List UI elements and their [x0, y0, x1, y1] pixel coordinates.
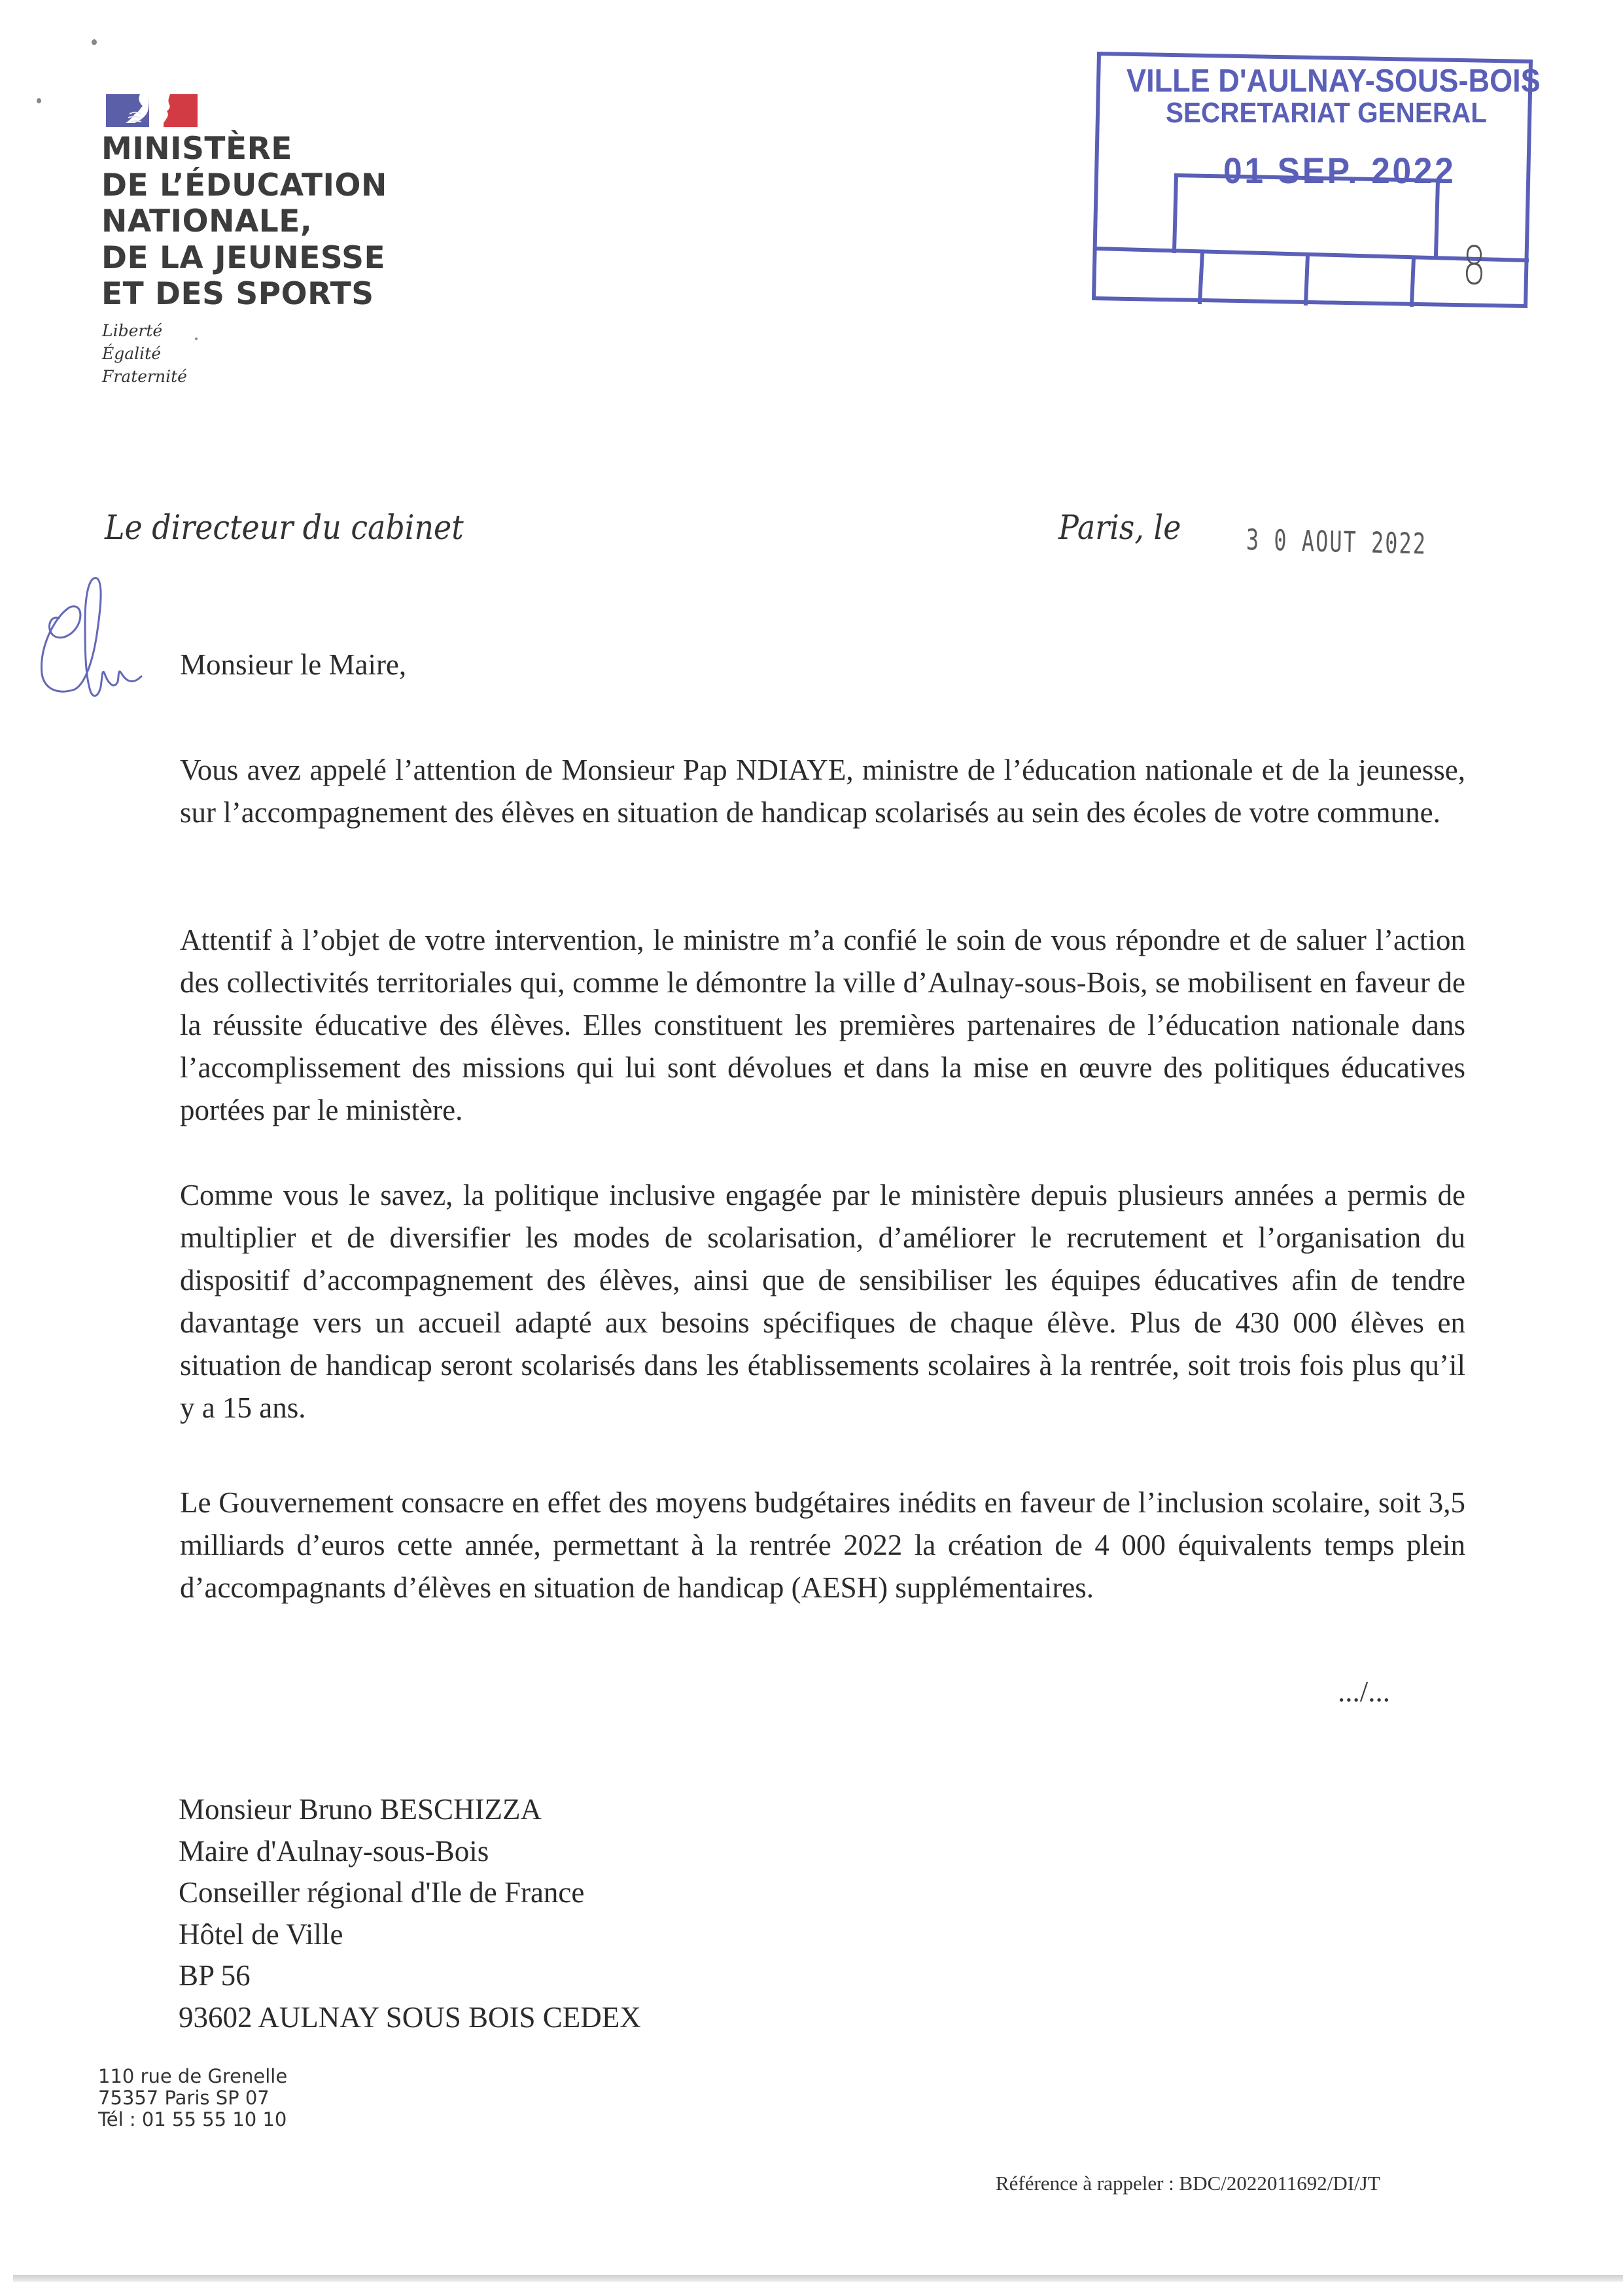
ministry-title-line: ET DES SPORTS [101, 276, 374, 312]
stamp-handwritten-number: 8 [1462, 235, 1486, 296]
salutation: Monsieur le Maire, [180, 648, 407, 681]
recipient-line: Conseiller régional d'Ile de France [179, 1876, 585, 1909]
motto-line: Fraternité [102, 367, 187, 386]
ministry-address-line: 110 rue de Grenelle [98, 2065, 288, 2087]
motto-line: Égalité [102, 344, 161, 363]
scan-speck [195, 338, 198, 340]
ministry-title-line: NATIONALE, [101, 203, 313, 239]
stamp-department: SECRETARIAT GENERAL [1166, 97, 1488, 129]
letter-date: 3 0 AOUT 2022 [1246, 523, 1427, 561]
place-label: Paris, le [1058, 509, 1181, 548]
recipient-line: 93602 AULNAY SOUS BOIS CEDEX [179, 2000, 641, 2034]
recipient-line: Maire d'Aulnay-sous-Bois [179, 1834, 489, 1868]
letter-paragraph: Vous avez appelé l’attention de Monsieur Pap NDIAYE, ministre de l’éducation nationale et de la jeunesse, sur l’accompagnement des élèves en situation de handicap scolarisés au sein des écoles de votre commune. [180, 754, 1465, 829]
ministry-address [98, 2066, 287, 2131]
stamp-city: VILLE D'AULNAY-SOUS-BOIS [1126, 63, 1541, 99]
scan-speck [37, 98, 41, 103]
sender-title: Le directeur du cabinet [105, 509, 464, 548]
ministry-address-line: Tél : 01 55 55 10 10 [98, 2108, 287, 2131]
letter-paragraph: Attentif à l’objet de votre intervention, le ministre m’a confié le soin de vous répondre et de saluer l’action des collectivités territoriales qui, comme le démontre la ville d’Aulnay-sous-Bois, se mobilisent en faveur de la réussite éducative des élèves. Elles constituent les premières partenaires de l’éducation nationale dans l’accomplissement des missions qui lui sont dévolues et dans la mise en œuvre des politiques éducatives portées par le ministère. [180, 924, 1465, 1126]
recipient-line: BP 56 [179, 1959, 251, 1992]
ministry-address-line: 75357 Paris SP 07 [98, 2087, 270, 2109]
ministry-title-line: MINISTÈRE [101, 131, 292, 167]
handwritten-initials-icon [20, 569, 170, 713]
recipient-line: Hôtel de Ville [179, 1917, 343, 1951]
ministry-title [101, 131, 387, 313]
scan-speck [92, 39, 97, 45]
motto-line: Liberté [102, 321, 163, 340]
republic-motto [102, 319, 187, 388]
stamp-date: 01 SEP. 2022 [1223, 150, 1456, 191]
scan-edge-divider [13, 2275, 1623, 2282]
ministry-title-line: DE LA JEUNESSE [101, 239, 386, 276]
recipient-line: Monsieur Bruno BESCHIZZA [179, 1793, 542, 1826]
continued-mark: .../... [1338, 1675, 1391, 1708]
recipient-address [179, 1789, 641, 2038]
letter-paragraph: Comme vous le savez, la politique inclusive engagée par le ministère depuis plusieurs années a permis de multiplier et de diversifier les modes de scolarisation, d’améliorer le recrutement et l’organisation du dispositif d’accompagnement des élèves, ainsi que de sensibiliser les équipes éducatives afin de tendre davantage vers un accueil adapté aux besoins spécifiques de chaque élève. Plus de 430 000 élèves en situation de handicap seront scolarisés dans les établissements scolaires à la rentrée, soit trois fois plus qu’il y a 15 ans. [180, 1179, 1465, 1424]
ministry-title-line: DE L’ÉDUCATION [101, 167, 387, 203]
letter-paragraph: Le Gouvernement consacre en effet des moyens budgétaires inédits en faveur de l’inclusion scolaire, soit 3,5 milliards d’euros cette année, permettant à la rentrée 2022 la création de 4 000 équivalents temps plein d’accompagnants d’élèves en situation de handicap (AESH) supplémentaires. [180, 1486, 1465, 1604]
marianne-flag-logo-icon [106, 94, 198, 127]
reference-number: Référence à rappeler : BDC/2022011692/DI/JT [996, 2172, 1380, 2195]
